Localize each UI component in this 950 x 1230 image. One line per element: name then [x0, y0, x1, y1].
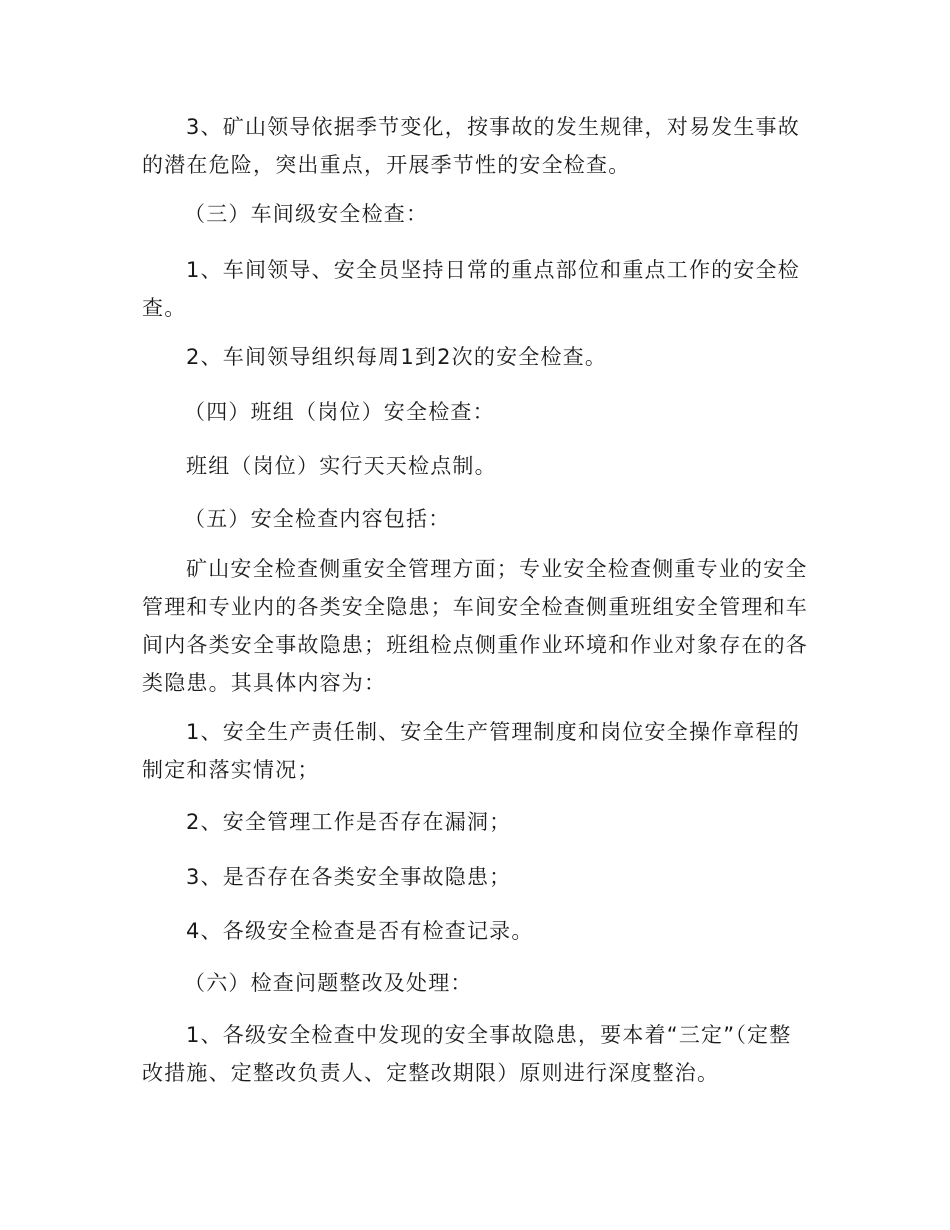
heading-rectification: （六）检查问题整改及处理： — [184, 971, 473, 995]
paragraph-inspection-focus: 矿山安全检查侧重安全管理方面；专业安全检查侧重专业的安全管理和专业内的各类安全隐患；车间安全检查侧重班组安全管理和车间内各类安全事故隐患；班组检点侧重作业环境和作业对象存在的各类隐患。其具体内容为： — [142, 557, 808, 695]
paragraph-content-item-2: 2、安全管理工作是否存在漏洞； — [186, 810, 512, 834]
paragraph-seasonal-inspection: 3、矿山领导依据季节变化，按事故的发生规律，对易发生事故的潜在危险，突出重点，开展季节性的安全检查。 — [142, 115, 800, 177]
heading-inspection-content: （五）安全检查内容包括： — [184, 507, 451, 531]
heading-team-inspection: （四）班组（岗位）安全检查： — [184, 400, 495, 424]
paragraph-workshop-item-1: 1、车间领导、安全员坚持日常的重点部位和重点工作的安全检查。 — [142, 258, 800, 320]
heading-workshop-inspection: （三）车间级安全检查： — [184, 202, 429, 226]
paragraph-content-item-3: 3、是否存在各类安全事故隐患； — [186, 865, 512, 889]
paragraph-content-item-4: 4、各级安全检查是否有检查记录。 — [186, 919, 534, 943]
paragraph-workshop-item-2: 2、车间领导组织每周1到2次的安全检查。 — [186, 345, 608, 369]
paragraph-team-check: 班组（岗位）实行天天检点制。 — [186, 454, 497, 478]
paragraph-rectification-item-1: 1、各级安全检查中发现的安全事故隐患，要本着“三定”（定整改措施、定整改负责人、定整改期限）原则进行深度整治。 — [142, 1023, 792, 1085]
paragraph-content-item-1: 1、安全生产责任制、安全生产管理制度和岗位安全操作章程的制定和落实情况； — [142, 720, 800, 782]
